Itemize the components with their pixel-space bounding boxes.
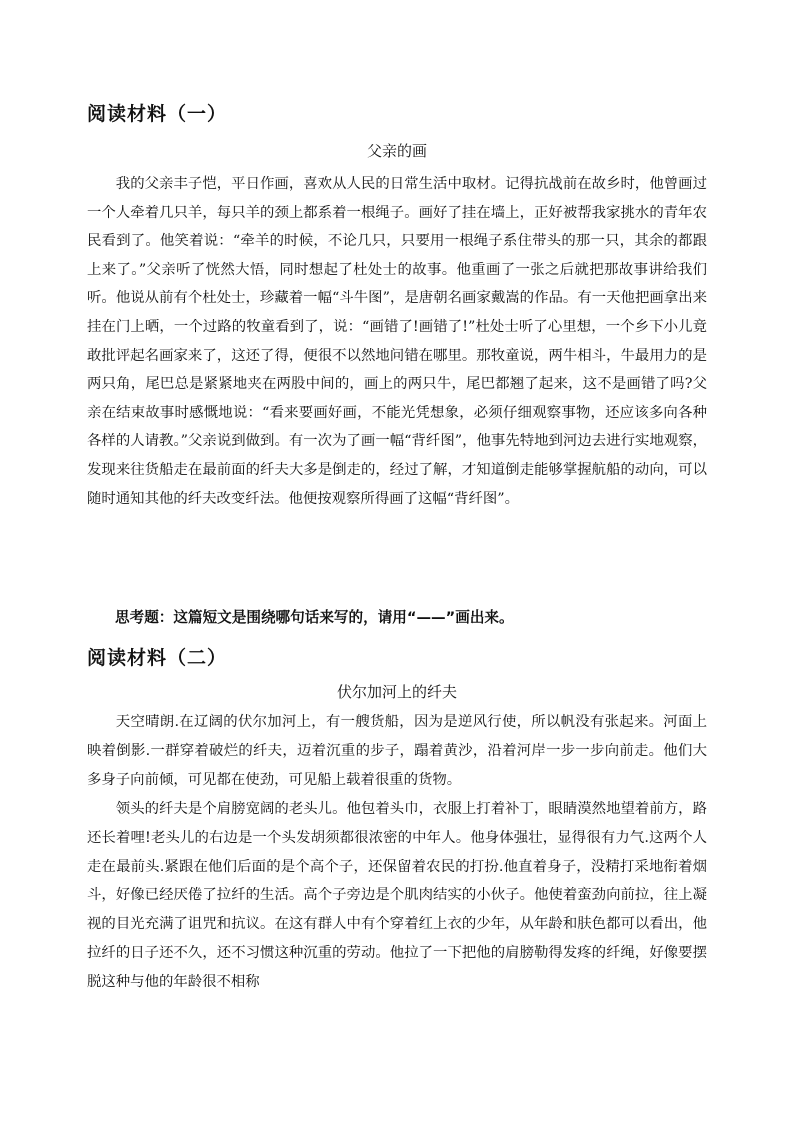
article-paragraph-father-painting: 我的父亲丰子恺，平日作画，喜欢从人民的日常生活中取材。记得抗战前在故乡时，他曾画过一个人牵着几只羊，每只羊的颈上都系着一根绳子。画好了挂在墙上，正好被帮我家挑水的青年农民看到了。他笑着说：“牵羊的时候，不论几只，只要用一根绳子系住带头的那一只，其余的都跟上来了。”父亲听了恍然大悟，同时想起了杜处士的故事。他重画了一张之后就把那故事讲给我们听。他说从前有个杜处士，珍藏着一幅“斗牛图”，是唐朝名画家戴嵩的作品。有一天他把画拿出来挂在门上晒，一个过路的牧童看到了，说：“画错了!画错了!”杜处士听了心里想，一个乡下小儿竟敢批评起名画家来了，这还了得，便很不以然地问错在哪里。那牧童说，两牛相斗，牛最用力的是两只角，尾巴总是紧紧地夹在两股中间的，画上的两只牛，尾巴都翘了起来，这不是画错了吗?父亲在结束故事时感慨地说：“看来要画好画，不能光凭想象，必须仔细观察事物，还应该多向各种各样的人请教。”父亲说到做到。有一次为了画一幅“背纤图”，他事先特地到河边去进行实地观察，发现来往货船走在最前面的纤夫大多是倒走的，经过了解，才知道倒走能够掌握航船的动向，可以随时通知其他的纤夫改变纤法。他便按观察所得画了这幅“背纤图”。: [87, 176, 707, 507]
article-paragraph-2-volga-boatmen: 领头的纤夫是个肩膀宽阔的老头儿。他包着头巾，衣服上打着补丁，眼睛漠然地望着前方，路还长着哩!老头儿的右边是一个头发胡须都很浓密的中年人。他身体强壮，显得很有力气.这两个人走在最前头.紧跟在他们后面的是个高个子，还保留着农民的打扮.他直着身子，没精打采地衔着烟斗，好像已经厌倦了拉纤的生活。高个子旁边是个肌肉结实的小伙子。他使着蛮劲向前拉，往上凝视的目光充满了诅咒和抗议。在这有群人中有个穿着红上衣的少年，从年龄和肤色都可以看出，他拉纤的日子还不久，还不习惯这种沉重的劳动。他拉了一下把他的肩膀勒得发疼的纤绳，好像要摆脱这种与他的年龄很不相称: [87, 801, 707, 990]
section-heading-material-1: 阅读材料（一）: [87, 103, 228, 125]
thinking-question: 思考题：这篇短文是围绕哪句话来写的，请用“——”画出来。: [115, 609, 514, 626]
section-heading-material-2: 阅读材料（二）: [87, 647, 228, 669]
article-title-volga-boatmen: 伏尔加河上的纤夫: [336, 683, 457, 701]
article-title-father-painting: 父亲的画: [366, 142, 427, 160]
article-paragraph-1-volga-boatmen: 天空晴朗.在辽阔的伏尔加河上，有一艘货船，因为是逆风行使，所以帆没有张起来。河面上映着倒影.一群穿着破烂的纤夫，迈着沉重的步子，蹋着黄沙，沿着河岸一步一步向前走。他们大多身子向前倾，可见都在使劲，可见船上载着很重的货物。: [87, 714, 707, 788]
